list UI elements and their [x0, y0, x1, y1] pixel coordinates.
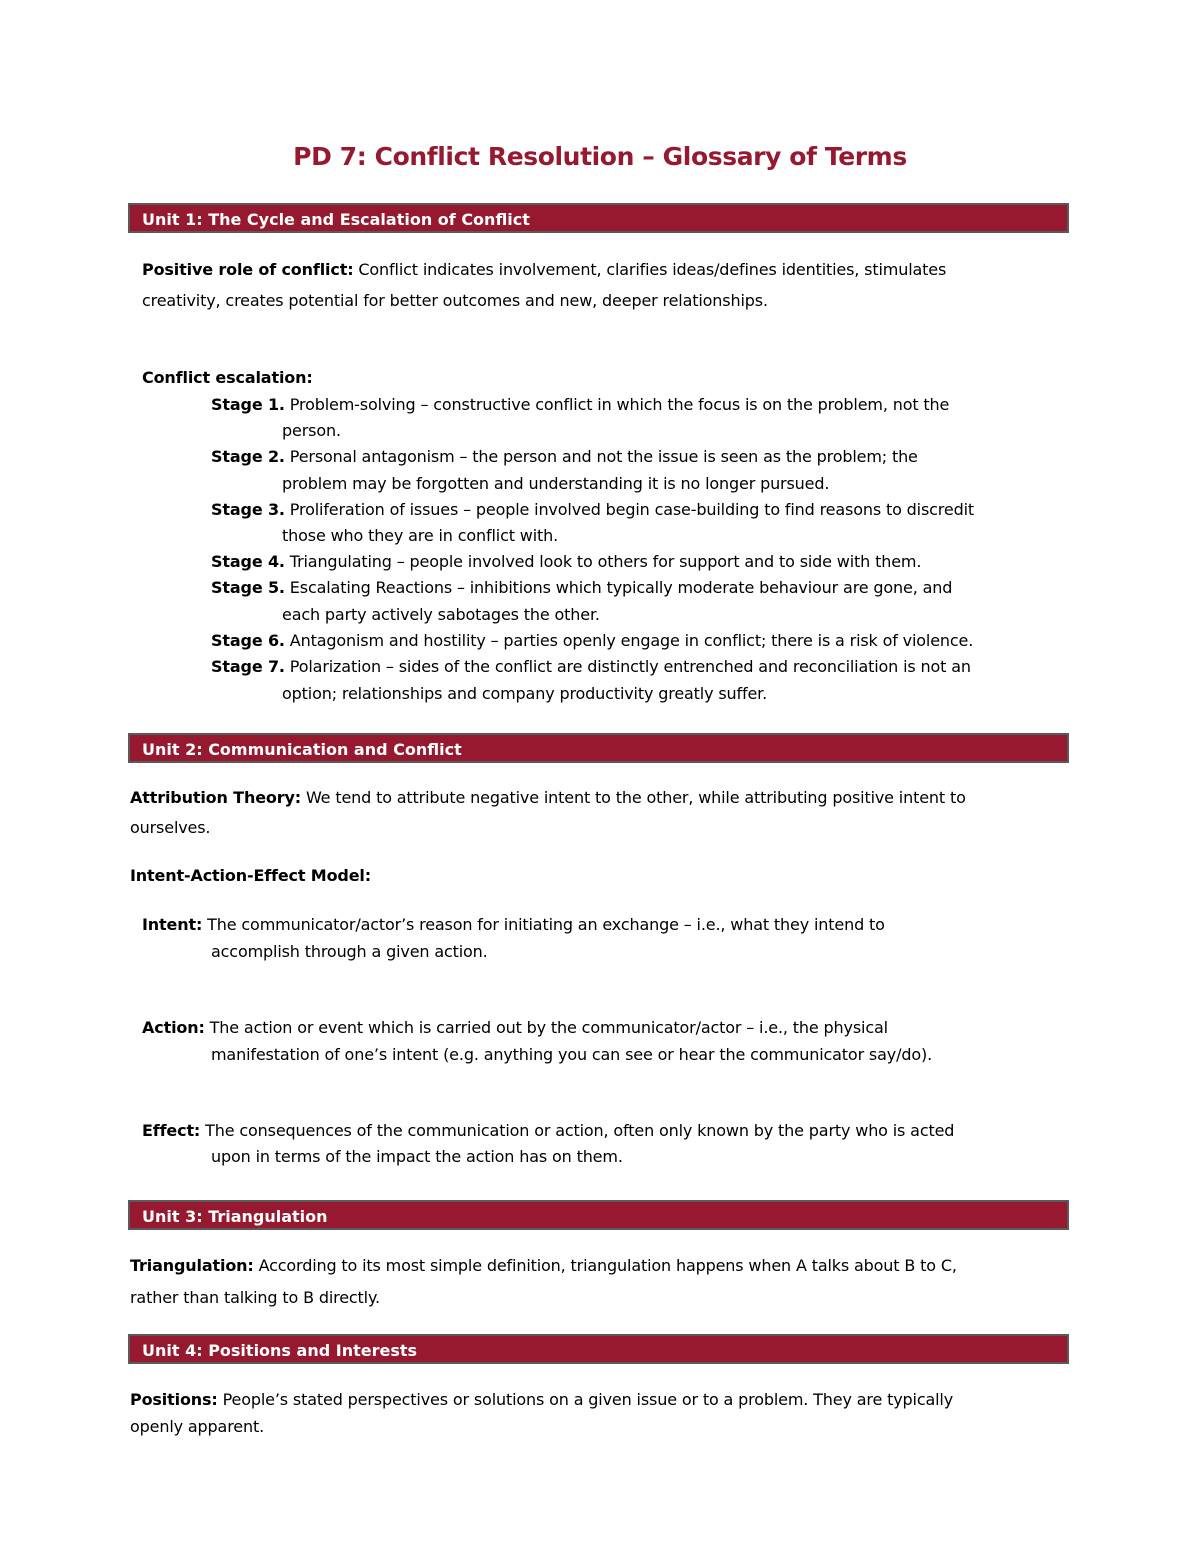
positions-term: Positions:: [130, 1390, 218, 1409]
stage-7-cont: option; relationships and company productivity greatly suffer.: [282, 684, 768, 703]
triangulation-term: Triangulation:: [130, 1256, 254, 1275]
intent-cont: accomplish through a given action.: [211, 942, 488, 961]
unit1-heading-bar: [128, 203, 1069, 233]
action-cont: manifestation of one’s intent (e.g. anything you can see or hear the communicator say/do).: [211, 1045, 933, 1064]
stage-3-cont: those who they are in conflict with.: [282, 526, 559, 545]
effect-term: Effect:: [142, 1121, 201, 1140]
unit2-heading: Unit 2: Communication and Conflict: [142, 740, 462, 759]
positive-role-term: Positive role of conflict:: [142, 260, 354, 279]
stage-6: Stage 6. Antagonism and hostility – parties openly engage in conflict; there is a risk of violence.: [211, 631, 974, 650]
stage-4: Stage 4. Triangulating – people involved look to others for support and to side with them.: [211, 552, 922, 571]
attribution-theory-term: Attribution Theory:: [130, 788, 302, 807]
effect-cont: upon in terms of the impact the action has on them.: [211, 1147, 623, 1166]
intent-definition: Intent: The communicator/actor’s reason for initiating an exchange – i.e., what they intend to: [142, 915, 885, 934]
conflict-escalation-heading: Conflict escalation:: [142, 368, 313, 387]
positions-definition: Positions: People’s stated perspectives or solutions on a given issue or to a problem. They are typically: [130, 1390, 954, 1409]
stage-2: Stage 2. Personal antagonism – the person and not the issue is seen as the problem; the: [211, 447, 918, 466]
unit3-heading: Unit 3: Triangulation: [142, 1207, 328, 1226]
document-title: PD 7: Conflict Resolution – Glossary of Terms: [293, 142, 907, 171]
unit4-heading: Unit 4: Positions and Interests: [142, 1341, 418, 1360]
attribution-theory-cont: ourselves.: [130, 818, 211, 837]
stage-2-cont: problem may be forgotten and understanding it is no longer pursued.: [282, 474, 830, 493]
positions-cont: openly apparent.: [130, 1417, 265, 1436]
action-definition: Action: The action or event which is carried out by the communicator/actor – i.e., the physical: [142, 1018, 888, 1037]
stage-5-cont: each party actively sabotages the other.: [282, 605, 600, 624]
stage-3: Stage 3. Proliferation of issues – people involved begin case-building to find reasons to discredit: [211, 500, 974, 519]
triangulation-cont: rather than talking to B directly.: [130, 1288, 380, 1307]
positive-role-text: Conflict indicates involvement, clarifies ideas/defines identities, stimulates: [353, 260, 947, 279]
unit1-heading: Unit 1: The Cycle and Escalation of Conflict: [142, 210, 530, 229]
stage-1-cont: person.: [282, 421, 341, 440]
triangulation-definition: Triangulation: According to its most simple definition, triangulation happens when A talks about B to C,: [130, 1256, 957, 1275]
unit3-heading-bar: [128, 1200, 1069, 1230]
stage-1: Stage 1. Problem-solving – constructive conflict in which the focus is on the problem, not the: [211, 395, 950, 414]
intent-action-effect-heading: Intent-Action-Effect Model:: [130, 866, 372, 885]
stage-5: Stage 5. Escalating Reactions – inhibitions which typically moderate behaviour are gone, and: [211, 578, 953, 597]
unit4-heading-bar: [128, 1334, 1069, 1364]
unit2-heading-bar: [128, 733, 1069, 763]
stage-7: Stage 7. Polarization – sides of the conflict are distinctly entrenched and reconciliation is not an: [211, 657, 971, 676]
positive-role-text-cont: creativity, creates potential for better outcomes and new, deeper relationships.: [142, 291, 768, 310]
action-term: Action:: [142, 1018, 205, 1037]
effect-definition: Effect: The consequences of the communication or action, often only known by the party who is acted: [142, 1121, 955, 1140]
attribution-theory-definition: Attribution Theory: We tend to attribute negative intent to the other, while attributing positive intent to: [130, 788, 966, 807]
positive-role-definition: [142, 260, 946, 280]
intent-term: Intent:: [142, 915, 203, 934]
